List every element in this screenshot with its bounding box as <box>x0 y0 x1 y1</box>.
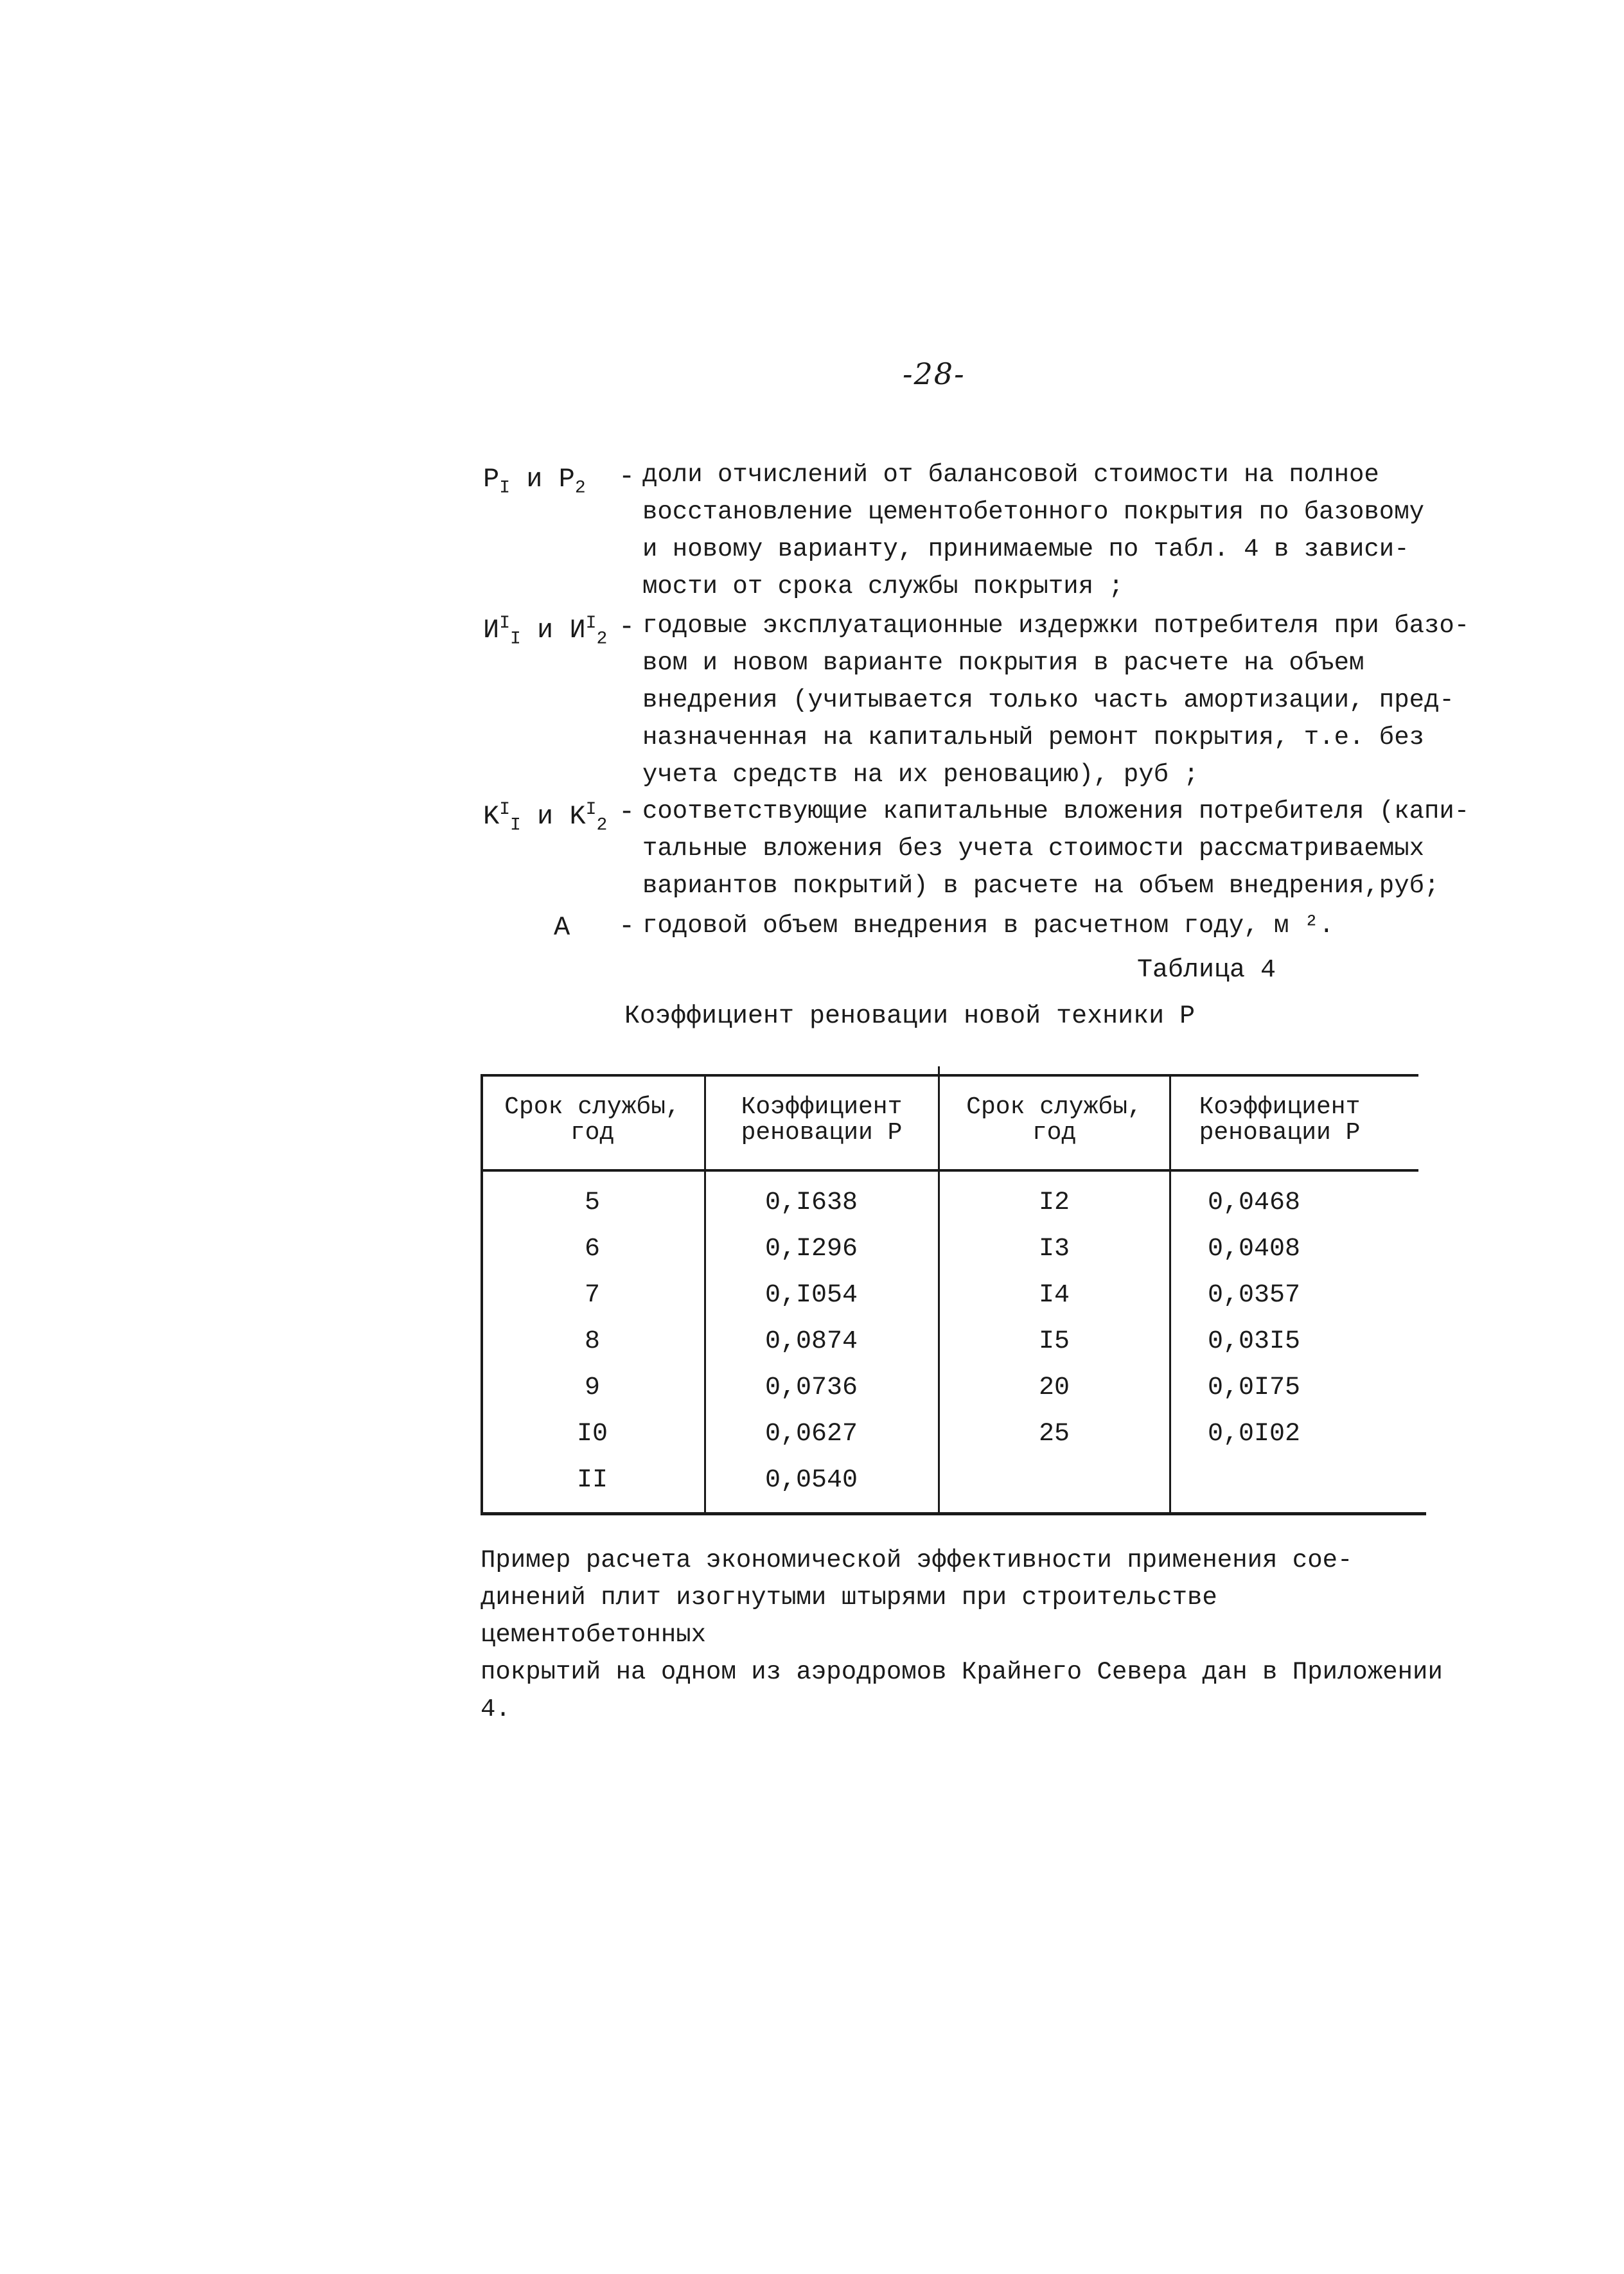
definition-dash: - <box>619 612 635 642</box>
table-cell-years: 9 <box>584 1373 600 1402</box>
table-cell-years: 7 <box>584 1281 600 1310</box>
table-cell-years: 6 <box>584 1235 600 1264</box>
definition-symbol-p: $P_I$ и $P_2$ <box>483 464 586 498</box>
table-number: Таблица 4 <box>1137 956 1276 985</box>
table-cell-coefficient: 0,0I02 <box>1207 1420 1301 1449</box>
table-cell-coefficient: 0,0357 <box>1207 1281 1301 1310</box>
table-cell-years: I0 <box>576 1420 608 1449</box>
header-service-life: Срок службы, год <box>966 1093 1142 1147</box>
table-cell-coefficient: 0,0I75 <box>1207 1373 1301 1402</box>
page-number: -28- <box>903 357 966 391</box>
definition-text-k: соответствующие капитальные вложения потребителя (капи- тальные вложения без учета стоимости рассматриваемых вариантов покрытий) в расчете на объем внедрения,руб; <box>642 797 1470 900</box>
table-cell-coefficient: 0,I054 <box>764 1281 858 1310</box>
table-cell-coefficient: 0,I638 <box>764 1188 858 1217</box>
header-renovation-coef: Коэффициент реновации Р <box>741 1093 903 1147</box>
table-cell-years: I4 <box>1038 1281 1070 1310</box>
table-bottom-rule <box>481 1512 1426 1515</box>
table-cell-coefficient: 0,I296 <box>764 1235 858 1264</box>
footer-paragraph: Пример расчета экономической эффективности применения сое- динений плит изогнутыми штырями при строительстве цементобетонных покрытий на одном из аэродромов Крайнего Севера дан в Приложении 4. <box>481 1546 1443 1723</box>
table-cell-coefficient: 0,0627 <box>764 1420 858 1449</box>
table-cell-years: 5 <box>584 1188 600 1217</box>
table-cell-coefficient: 0,0408 <box>1207 1235 1301 1264</box>
definition-dash: - <box>619 911 635 942</box>
table-cell-years: II <box>576 1466 608 1495</box>
table-cell-coefficient: 0,0468 <box>1207 1188 1301 1217</box>
table-header-rule <box>481 1169 1418 1172</box>
table-top-rule <box>481 1074 1418 1077</box>
table-title: Коэффициент реновации новой техники Р <box>624 1002 1196 1031</box>
table-cell-coefficient: 0,0540 <box>764 1466 858 1495</box>
table-cell-coefficient: 0,03I5 <box>1207 1327 1301 1356</box>
definition-dash: - <box>619 461 635 492</box>
definition-text-i: годовые эксплуатационные издержки потребителя при базо- вом и новом варианте покрытия в расчете на объем внедрения (учитывается только часть амортизации, пред- назначенная на капитальный ремонт покрытия, т.е. без учета средств на их реновацию), руб ; <box>642 612 1470 789</box>
definition-dash: - <box>619 797 635 827</box>
definition-symbol-i: $И^I_I$ и $И^I_2$ <box>483 613 608 649</box>
table-cell-years: 20 <box>1038 1373 1070 1402</box>
table-cell-years: I5 <box>1038 1327 1070 1356</box>
header-renovation-coef: Коэффициент реновации Р <box>1199 1093 1361 1147</box>
renovation-table <box>481 1074 1426 1519</box>
definition-symbol-a: А <box>554 912 570 943</box>
table-cell-years: I3 <box>1038 1235 1070 1264</box>
table-cell-coefficient: 0,0874 <box>764 1327 858 1356</box>
table-cell-years: 25 <box>1038 1420 1070 1449</box>
definition-text-p: доли отчислений от балансовой стоимости на полное восстановление цементобетонного покрытия по базовому и новому варианту, принимаемые по табл. 4 в зависи- мости от срока службы покрытия ; <box>642 461 1424 601</box>
header-service-life: Срок службы, год <box>504 1093 680 1147</box>
table-cell-years: I2 <box>1038 1188 1070 1217</box>
definition-symbol-k: $K^I_I$ и $K^I_2$ <box>483 800 608 836</box>
table-cell-coefficient: 0,0736 <box>764 1373 858 1402</box>
definition-text-a: годовой объем внедрения в расчетном году, м ². <box>642 912 1334 940</box>
table-cell-years: 8 <box>584 1327 600 1356</box>
